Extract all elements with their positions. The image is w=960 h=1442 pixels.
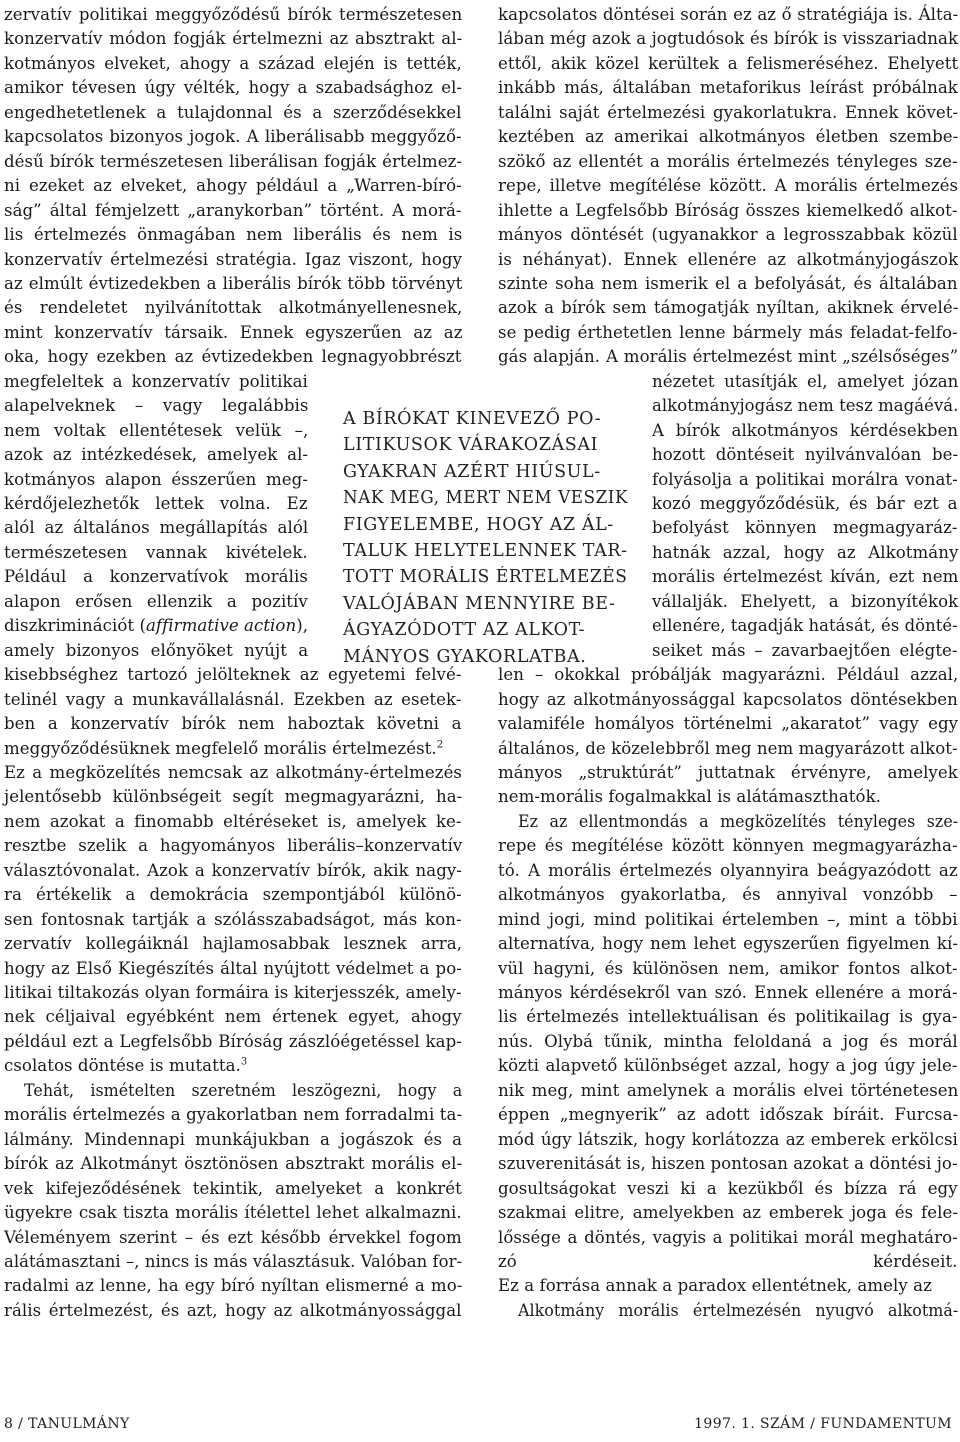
left-column-line: nem voltak ellentétesek velük –, (4, 420, 309, 440)
left-column-line: hogy az Első Kiegészítés által nyújtott védelmet a po- (4, 958, 462, 978)
left-column-line: resztbe szelik a hagyományos liberális–konzervatív (4, 836, 463, 856)
right-column-line: lis értelmezés intellektuálisan és politikailag is gya- (498, 1007, 958, 1027)
right-column-line: azok a bírók sem támogatják nyíltan, akiknek érvelé- (498, 298, 959, 318)
right-column-line: hogy az alkotmányossággal kapcsolatos döntésekben (498, 689, 958, 709)
right-column-line: Ez a forrása annak a paradox ellentétnek, amely az (498, 1276, 932, 1296)
pull-quote-line: VALÓJÁBAN MENNYIRE BE- (343, 593, 616, 614)
left-column-line: kérdőjelezhetők lettek volna. Ez (4, 494, 308, 513)
left-column-line: konzervatív értelmezési stratégia. Igaz viszont, hogy (4, 249, 462, 269)
footnote-marker: 3 (240, 1056, 248, 1068)
left-column-line: zervatív politikai meggyőződésű bírók természetesen (4, 5, 463, 24)
right-column-line: nik meg, mint amelynek a morális elvei történetesen (498, 1080, 959, 1100)
left-column-line: alapon erősen ellenzik a pozitív (4, 591, 308, 611)
right-column-line: vül hagyni, és különösen nem, amikor fontos alkot- (498, 958, 958, 978)
right-column-line: általános, de közelebbről meg nem magyarázott alkot- (498, 738, 958, 758)
left-column-line: természetesen vannak kivételek. (4, 542, 308, 562)
right-column-line: A bírók alkotmányos kérdésekben (652, 420, 959, 440)
left-column-line: radalmi az lenne, ha egy bíró nyíltan elismerné a mo- (4, 1276, 463, 1296)
right-column-line: vállalják. Ehelyett, a bizonyítékok (652, 591, 959, 611)
right-column-line: szökő az ellentét a morális értelmezés tényleges sze- (498, 151, 958, 171)
right-column-line: mányos kérdésekről van szó. Ennek ellenére a morá- (498, 983, 958, 1002)
right-column-line: morális értelmezést kíván, ezt nem (652, 567, 959, 587)
right-column-line: hatnák azzal, hogy az Alkotmány (652, 542, 959, 562)
left-column-line: alól az általános megállapítás alól (4, 518, 309, 538)
pull-quote-line: LITIKUSOK VÁRAKOZÁSAI (343, 435, 599, 456)
right-column-line: se pedig érthetetlen lenne bármely más feladat-felfo- (498, 322, 958, 342)
pull-quote-line: GYAKRAN AZÉRT HIÚSUL- (343, 461, 601, 482)
right-column-line: zó kérdéseit. (498, 1251, 958, 1271)
right-column-line: repe, illetve megítélése között. A morális értelmezés (498, 176, 959, 196)
right-column-line: hozott döntéseit nyilvánvalóan be- (652, 445, 959, 465)
right-column-line: mód úgy látszik, hogy korlátozza az emberek erkölcsi (498, 1129, 958, 1149)
left-column-line: meggyőződésüknek megfelelő morális értelmezést.$^2$ (4, 738, 444, 758)
left-column-line: nem azokat a finomabb eltéréseket is, amelyek ke- (4, 811, 462, 831)
left-column-line: például ezt a Legfelsőbb Bíróság zászlóégetéssel kap- (4, 1031, 462, 1051)
right-column-line: Alkotmány morális értelmezésén nyugvó alkotmá- (518, 1300, 959, 1320)
pull-quote-line: TALUK HELYTELENNEK TAR- (343, 541, 628, 561)
right-column-line: kapcsolatos döntései során ez az ő stratégiája is. Álta- (498, 5, 959, 24)
right-column-line: lőssége a döntés, vagyis a politikai morál meghatáro- (498, 1227, 958, 1247)
pull-quote-line: A BÍRÓKAT KINEVEZŐ PO- (343, 409, 602, 429)
right-column-line: szinte soha nem ismerik el a befolyását, és általában (498, 273, 958, 293)
left-column-line: nek céljaival egyébként nem értenek egyet, ahogy (4, 1007, 462, 1027)
left-column-line: Ez a megközelítés nemcsak az alkotmány-értelmezés (4, 762, 463, 782)
left-column-line: megfeleltek a konzervatív politikai (4, 371, 308, 391)
right-column-line: alkotmányjogász nem tesz magáévá. (652, 396, 959, 416)
left-column-line: zervatív kollegáiknál hajlamosabbak lesznek arra, (4, 934, 463, 954)
left-column-line: konzervatív módon fogják értelmezni az absztrakt al- (4, 29, 463, 49)
right-column-line: gosultságokat veszi ki a kezükből és bízza rá egy (498, 1178, 958, 1198)
right-column-line: is néhányat). Ennek ellenére az alkotmányjogászok (498, 249, 959, 269)
footer-page-section: 8 / TANULMÁNY (4, 1416, 130, 1432)
right-column-line: valamiféle homályos történelmi „akaratot” vagy egy (498, 714, 959, 734)
left-column-line: lis értelmezés önmagában nem liberális és nem is (4, 225, 463, 245)
left-column-line: ra értékelik a demokrácia szempontjából különö- (4, 885, 462, 905)
footnote-marker: 2 (436, 738, 444, 750)
right-column-line: mányos „struktúrát” juttatnak érvényre, amelyek (498, 762, 958, 782)
pull-quote-line: FIGYELEMBE, HOGY AZ ÁL- (343, 514, 614, 535)
left-column-line: és rendeletet nyilvánítottak alkotmányellenesnek, (4, 298, 463, 318)
left-column-line: rális értelmezést, és azt, hogy az alkotmányossággal (4, 1300, 462, 1320)
left-column-line: Tehát, ismételten szeretném leszögezni, hogy a (24, 1080, 463, 1100)
right-column-line: ettől, akik közel kerültek a felismeréséhez. Ehelyett (498, 53, 959, 73)
right-column-line: találni saját értelmezési gyakorlatukra. Ennek követ- (498, 102, 959, 122)
left-column-line: litikai tiltakozás olyan formáira is kiterjesszék, amely- (4, 983, 462, 1002)
right-column-line: tó. A morális értelmezés olyannyira beágyazódott az (498, 860, 958, 880)
left-column-line: alátámasztani –, nincs is más választásuk. Valóban for- (4, 1251, 463, 1271)
left-column-line: ni ezeket az elveket, ahogy például a „Warren-bíró- (4, 176, 462, 196)
right-column-line: inkább más, általában metaforikus leírást próbálnak (498, 78, 958, 98)
right-column-line: alkotmányos gyakorlatba, és annyival vonzóbb – (498, 885, 958, 905)
left-column-line: telinél vagy a munkavállalásnál. Ezekben az esetek- (4, 689, 462, 709)
left-column-line: kotmányos alapon ésszerűen meg- (4, 469, 309, 489)
left-column-line: morális értelmezés a gyakorlatban nem forradalmi ta- (4, 1105, 463, 1125)
left-column-line: lálmány. Mindennapi munkájukban a jogászok és a (4, 1129, 463, 1149)
right-column-line: szakmai elitre, amelyekben az emberek joga és fele- (498, 1203, 959, 1223)
left-column-line: jelentősebb különbségeit segít megmagyarázni, ha- (4, 787, 463, 807)
pull-quote-line: TOTT MORÁLIS ÉRTELMEZÉS (343, 567, 628, 588)
right-column-line: len – okokkal próbálják magyarázni. Például azzal, (498, 665, 959, 685)
right-column-line: mányos döntését (ugyanakkor a legrosszabbak közül (498, 225, 958, 245)
left-column-line: oka, hogy ezekben az évtizedekben legnagyobbrészt (4, 347, 462, 367)
left-column-line: vek kifejeződésének tekintik, amelyeket a konkrét (4, 1178, 462, 1198)
left-column-line: amikor tévesen úgy vélték, hogy a szabadsághoz el- (4, 78, 463, 98)
right-column-line: keztében az amerikai alkotmányos életben szembe- (498, 127, 959, 147)
left-column-line: Például a konzervatívok morális (4, 567, 308, 587)
left-column-line: désű bírók természetesen liberálisan fogják értelmez- (4, 151, 463, 171)
right-column-line: repe és megítélése között könnyen megmagyarázha- (498, 836, 958, 856)
left-column-line: engedhetetlenek a tulajdonnal és a szerződésekkel (4, 102, 462, 122)
left-column-line: kotmányos elveket, ahogy a század elején is tették, (4, 53, 462, 73)
right-column-line: nús. Olybá tűnik, mintha feloldaná a jog és morál (498, 1031, 958, 1051)
right-column-line: Ez az ellentmondás a megközelítés tényleges sze- (518, 811, 959, 831)
pull-quote-line: MÁNYOS GYAKORLATBA. (343, 646, 587, 667)
right-column-line: befolyást könnyen megmagyaráz- (652, 518, 958, 538)
left-column-line: amely bizonyos előnyöket nyújt a (4, 640, 309, 660)
left-column-line: bírók az Alkotmányt ösztönösen absztrakt morális el- (4, 1154, 463, 1174)
italic-term: affirmative action (145, 616, 297, 636)
left-column-line: ügyekre csak tiszta morális ítélettel lehet alkalmazni. (4, 1203, 462, 1223)
left-column-line: kapcsolatos bizonyos jogok. A liberálisabb meggyőző- (4, 127, 462, 147)
left-column-line: csolatos döntése is mutatta.$^3$ (4, 1056, 248, 1076)
right-column-line: gás alapján. A morális értelmezést mint „szélsőséges” (498, 347, 959, 367)
left-column-line: ben a konzervatív bírók nem haboztak követni a (4, 714, 462, 734)
pull-quote-line: ÁGYAZÓDOTT AZ ALKOT- (343, 620, 586, 641)
left-column-line: ság” által fémjelzett „aranykorban” történt. A morá- (4, 200, 462, 220)
left-column-line: Véleményem szerint – és ezt később érvekkel fogom (4, 1227, 462, 1247)
right-column-line: folyásolja a politikai morálra vonat- (652, 469, 958, 489)
right-column-line: ihlette a Legfelsőbb Bíróság összes kiemelkedő alkot- (498, 200, 958, 220)
right-column-line: nem-morális fogalmakkal is alátámaszthatók. (498, 787, 881, 807)
right-column-line: szuverenitását is, hiszen pontosan azokat a döntési jo- (498, 1154, 958, 1174)
left-column-line: kisebbséghez tartozó jelölteknek az egyetemi felvé- (4, 665, 462, 685)
right-column-line: mind jogi, mind politikai értelemben –, mint a többi (498, 909, 958, 929)
right-column-line: alternatíva, hogy nem lehet egyszerűen figyelmen kí- (498, 934, 958, 954)
right-column-line: közti alapvető különbséget azzal, hogy a jog úgy jele- (498, 1056, 958, 1076)
right-column-line: ellenére, tagadják hatását, és dönté- (652, 616, 958, 636)
footer-issue: 1997. 1. SZÁM / FUNDAMENTUM (694, 1416, 952, 1432)
right-column-line: éppen „megnyerik” az adott időszak bíráit. Furcsa- (498, 1105, 959, 1125)
left-column-line: választóvonalat. Azok a konzervatív bírók, akik nagy- (4, 860, 462, 880)
left-column-line: az elmúlt évtizedekben a liberális bírók több törvényt (4, 273, 463, 293)
left-column-line: diszkriminációt (affirmative action), (4, 616, 309, 636)
right-column-line: lában még azok a jogtudósok és bírók is visszariadnak (498, 29, 959, 49)
right-column-line: kozó meggyőződésük, és bár ezt a (652, 494, 958, 513)
right-column-line: nézetet utasítják el, amelyet józan (652, 371, 959, 391)
left-column-line: alapelveknek – vagy legalábbis (4, 396, 309, 416)
right-column-line: seiket más – zavarbaejtően elégte- (652, 640, 958, 660)
left-column-line: sen fontosnak tartják a szólásszabadságot, más kon- (4, 909, 462, 929)
left-column-line: mint konzervatív társaik. Ennek egyszerűen az az (4, 322, 463, 342)
left-column-line: azok az intézkedések, amelyek al- (4, 445, 309, 465)
pull-quote-line: NAK MEG, MERT NEM VESZIK (343, 488, 629, 509)
